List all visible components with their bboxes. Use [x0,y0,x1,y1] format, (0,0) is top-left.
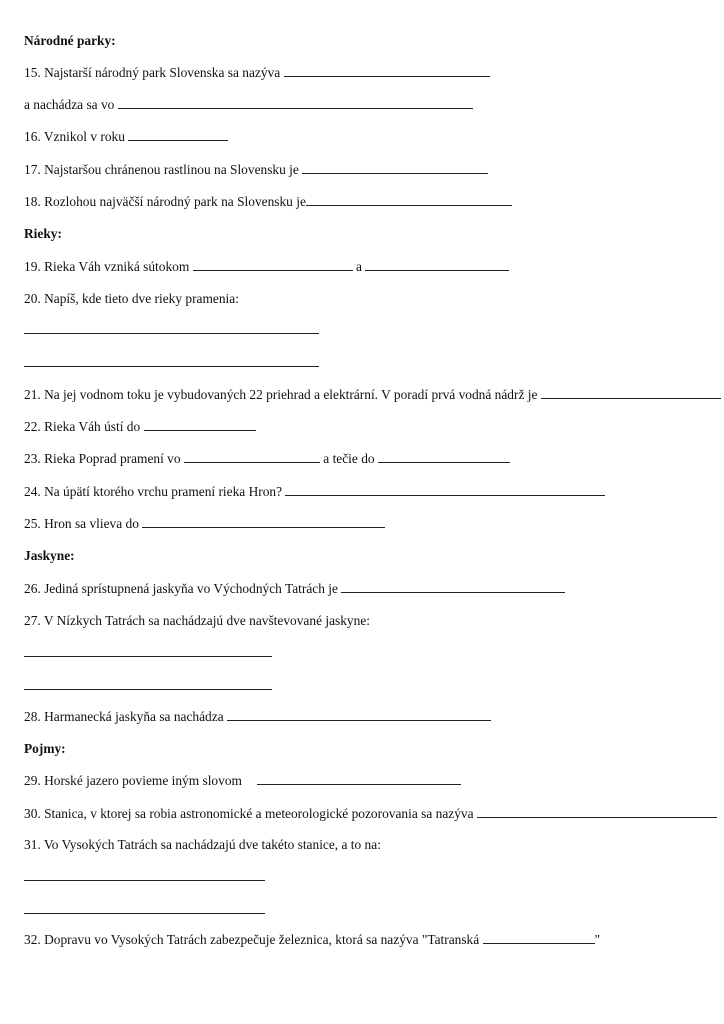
question-16: 16. Vznikol v roku [24,128,228,146]
heading-pojmy: Pojmy: [24,741,66,756]
answer-blank-29[interactable] [257,773,461,785]
question-24: 24. Na úpätí ktorého vrchu pramení rieka Hron? [24,483,605,501]
answer-line-20a[interactable] [24,333,319,334]
answer-line-31b[interactable] [24,913,265,914]
answer-line-20b[interactable] [24,366,319,367]
answer-blank-21[interactable] [541,387,721,399]
answer-blank-23b[interactable] [378,451,510,463]
answer-line-27a[interactable] [24,656,272,657]
question-18: 18. Rozlohou najväčší národný park na Slovensku je [24,193,512,211]
question-26: 26. Jediná sprístupnená jaskyňa vo Východných Tatrách je [24,580,565,598]
question-15-location: a nachádza sa vo [24,96,473,114]
question-15: 15. Najstarší národný park Slovenska sa nazýva [24,64,490,82]
answer-blank-24[interactable] [285,484,605,496]
question-22: 22. Rieka Váh ústí do [24,418,256,436]
answer-blank-16[interactable] [128,129,228,141]
question-29: 29. Horské jazero povieme iným slovom [24,772,461,790]
answer-blank-19b[interactable] [365,259,509,271]
question-21: 21. Na jej vodnom toku je vybudovaných 22 priehrad a elektrární. V poradí prvá vodná nádrž je [24,386,721,404]
question-30: 30. Stanica, v ktorej sa robia astronomické a meteorologické pozorovania sa nazýva [24,805,717,823]
question-20: 20. Napíš, kde tieto dve rieky pramenia: [24,291,239,306]
question-27: 27. V Nízkych Tatrách sa nachádzajú dve navštevované jaskyne: [24,613,370,628]
question-31: 31. Vo Vysokých Tatrách sa nachádzajú dve takéto stanice, a to na: [24,837,381,852]
question-17: 17. Najstaršou chránenou rastlinou na Slovensku je [24,161,488,179]
answer-blank-23a[interactable] [184,451,320,463]
question-25: 25. Hron sa vlieva do [24,515,385,533]
question-28: 28. Harmanecká jaskyňa sa nachádza [24,708,491,726]
answer-blank-15a[interactable] [284,65,490,77]
answer-line-27b[interactable] [24,689,272,690]
answer-blank-28[interactable] [227,709,491,721]
answer-blank-32[interactable] [483,932,595,944]
answer-blank-26[interactable] [341,581,565,593]
question-23: 23. Rieka Poprad pramení vo a tečie do [24,450,510,468]
heading-jaskyne: Jaskyne: [24,548,75,563]
answer-blank-19a[interactable] [193,259,353,271]
heading-narodne-parky: Národné parky: [24,33,116,48]
answer-blank-18[interactable] [306,194,512,206]
answer-blank-15b[interactable] [118,97,473,109]
question-32: 32. Dopravu vo Vysokých Tatrách zabezpečuje železnica, ktorá sa nazýva "Tatranská " [24,932,601,947]
question-19: 19. Rieka Váh vzniká sútokom a [24,258,509,276]
answer-blank-17[interactable] [302,162,488,174]
answer-blank-22[interactable] [144,419,256,431]
answer-line-31a[interactable] [24,880,265,881]
heading-rieky: Rieky: [24,226,62,241]
answer-blank-25[interactable] [142,516,385,528]
answer-blank-30[interactable] [477,806,717,818]
